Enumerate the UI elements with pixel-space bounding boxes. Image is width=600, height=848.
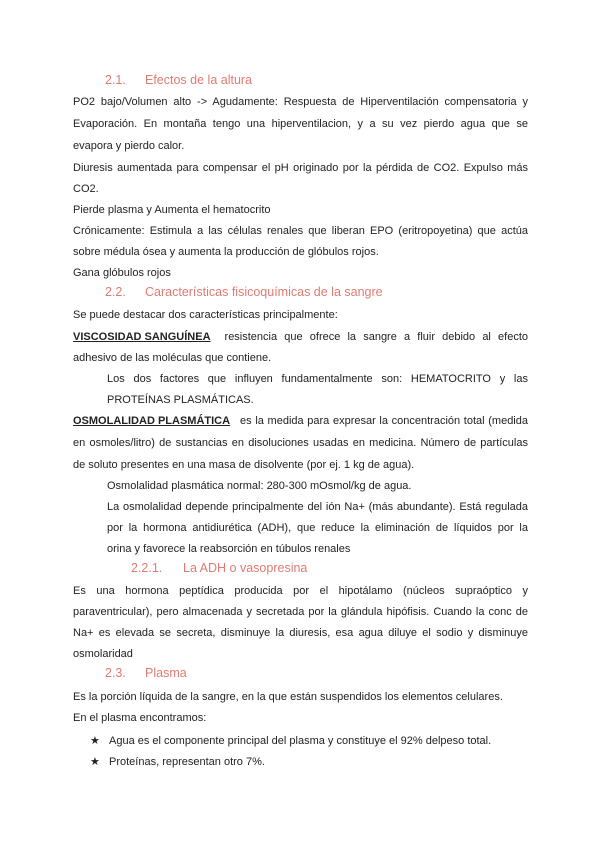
paragraph-line: Diuresis aumentada para compensar el pH originado por la pérdida de CO2. Expulso más — [73, 162, 528, 174]
list-item: Agua es el componente principal del plasma y constituye el 92% delpeso total. — [109, 735, 492, 747]
paragraph-line: Gana glóbulos rojos — [73, 267, 171, 279]
indented-line: Osmolalidad plasmática normal: 280-300 mOsmol/kg de agua. — [107, 480, 412, 492]
indented-line: Los dos factores que influyen fundamentalmente son: HEMATOCRITO y las — [107, 373, 528, 385]
paragraph-line: Es una hormona peptídica producida por el hipotálamo (núcleos supraóptico y — [73, 585, 528, 597]
term-viscosidad: VISCOSIDAD SANGUÍNEA — [73, 331, 211, 343]
paragraph-line: adhesivo de las moléculas que contiene. — [73, 352, 272, 364]
paragraph-line: evapora y pierdo calor. — [73, 140, 185, 152]
paragraph-line: en osmoles/litro) de sustancias en disoluciones usadas en medicina. Número de partículas — [73, 437, 528, 449]
paragraph-line: CO2. — [73, 183, 99, 195]
list-item: Proteínas, representan otro 7%. — [109, 756, 265, 768]
paragraph-line: sobre médula ósea y aumenta la producción de glóbulos rojos. — [73, 246, 379, 258]
section-number: 2.3. — [105, 666, 126, 680]
definition-line — [73, 326, 528, 348]
paragraph-line: Se puede destacar dos características principalmente: — [73, 309, 338, 321]
paragraph-line: En el plasma encontramos: — [73, 712, 207, 724]
section-number: 2.2. — [105, 285, 126, 299]
section-title: Características fisicoquímicas de la sangre — [145, 285, 383, 299]
section-heading-2-2 — [105, 285, 383, 299]
definition-text: es la medida para expresar la concentración total (medida — [240, 415, 528, 427]
section-number: 2.1. — [105, 73, 126, 87]
paragraph-line: de soluto presentes en una masa de disolvente (por ej. 1 kg de agua). — [73, 459, 415, 471]
section-number: 2.2.1. — [131, 561, 163, 575]
section-title: Plasma — [145, 666, 187, 680]
paragraph-line: PO2 bajo/Volumen alto -> Agudamente: Respuesta de Hiperventilación compensatoria y — [73, 96, 528, 108]
indented-line: PROTEÍNAS PLASMÁTICAS. — [107, 394, 254, 406]
star-icon: ★ — [90, 735, 100, 747]
paragraph-line: osmolaridad — [73, 648, 133, 660]
paragraph-line: Es la porción líquida de la sangre, en la que están suspendidos los elementos celulares. — [73, 691, 503, 703]
paragraph-line: Pierde plasma y Aumenta el hematocrito — [73, 204, 271, 216]
indented-line: orina y favorece la reabsorción en túbulos renales — [107, 543, 351, 555]
section-heading-2-2-1 — [131, 561, 307, 575]
paragraph-line: paraventricular), pero almacenada y secretada por la glándula hipófisis. Cuando la conc de — [73, 606, 528, 618]
indented-line: La osmolalidad depende principalmente del ión Na+ (más abundante). Está regulada — [107, 501, 528, 513]
paragraph-line: Na+ es elevada se secreta, disminuye la diuresis, esa agua diluye el sodio y disminuye — [73, 627, 528, 639]
term-osmolalidad: OSMOLALIDAD PLASMÁTICA — [73, 415, 231, 427]
definition-text: resistencia que ofrece la sangre a fluir debido al efecto — [224, 331, 528, 343]
section-title: Efectos de la altura — [145, 73, 253, 87]
star-icon: ★ — [90, 756, 100, 768]
indented-line: por la hormona antidiurética (ADH), que reduce la eliminación de líquidos por la — [107, 522, 528, 534]
section-heading-2-1 — [105, 73, 252, 87]
section-title: La ADH o vasopresina — [183, 561, 308, 575]
paragraph-line: Crónicamente: Estimula a las células renales que liberan EPO (eritropoyetina) que actúa — [73, 225, 528, 237]
paragraph-line: Evaporación. En montaña tengo una hiperventilacion, y a su vez pierdo agua que se — [73, 118, 528, 130]
definition-line — [73, 410, 528, 432]
section-heading-2-3 — [105, 666, 187, 680]
